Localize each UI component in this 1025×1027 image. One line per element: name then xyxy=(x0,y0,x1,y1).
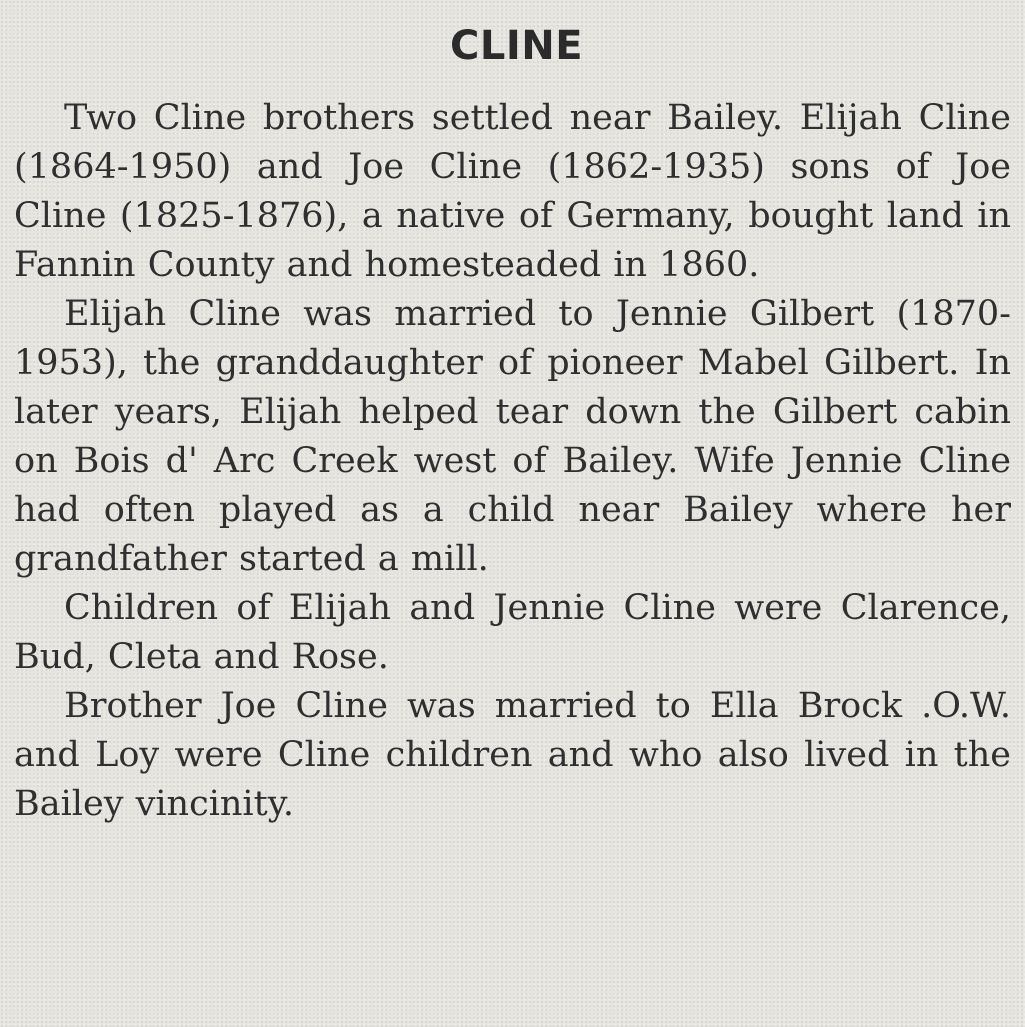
paragraph-elijah-children: Children of Elijah and Jennie Cline were Clarence, Bud, Cleta and Rose. xyxy=(14,588,1011,677)
paragraph-elijah-marriage: Elijah Cline was married to Jennie Gilbert (1870-1953), the granddaughter of pioneer Mabel Gilbert. In later years, Elijah helped tear down the Gilbert cabin on Bois d' Arc Creek west of Bailey. Wife Jennie Cline had often played as a child near Bailey where her grandfather started a mill. xyxy=(14,294,1011,579)
article-title: CLINE xyxy=(449,23,584,69)
article-body xyxy=(14,94,1011,829)
paragraph-joe-marriage: Brother Joe Cline was married to Ella Brock .O.W. and Loy were Cline children and who also lived in the Bailey vincinity. xyxy=(14,686,1011,824)
paragraph-settlement: Two Cline brothers settled near Bailey. Elijah Cline (1864-1950) and Joe Cline (1862-1935) sons of Joe Cline (1825-1876), a native of Germany, bought land in Fannin County and homesteaded in 1860. xyxy=(14,98,1011,285)
